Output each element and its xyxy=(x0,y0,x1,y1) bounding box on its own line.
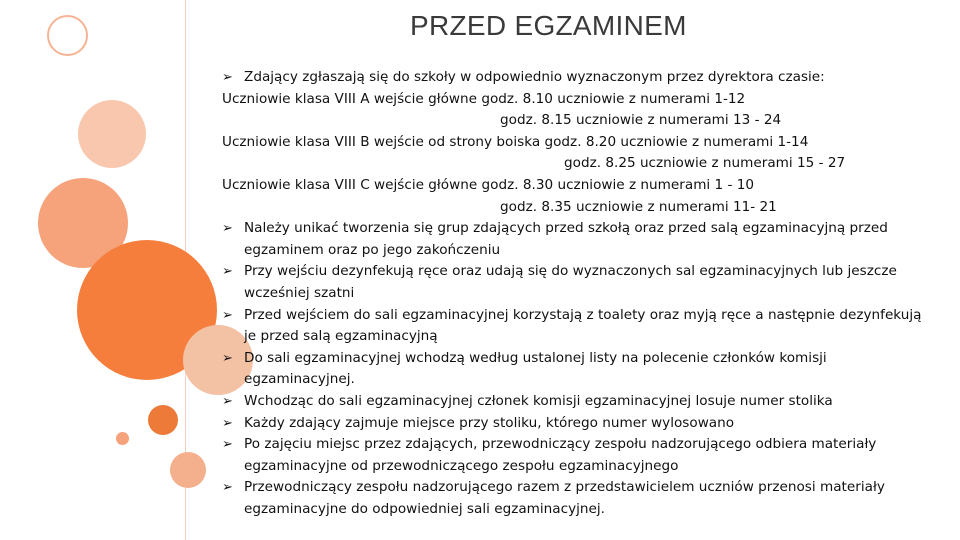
bullet-text: Zdający zgłaszają się do szkoły w odpowiednio wyznaczonym przez dyrektora czasie: xyxy=(244,69,825,85)
bullet-continuation: egzaminem oraz po jego zakończeniu xyxy=(244,241,501,258)
schedule-line: godz. 8.25 uczniowie z numerami 15 - 27 xyxy=(564,155,846,172)
bullet-arrow-icon: ➢ xyxy=(222,415,233,431)
bullet-item xyxy=(222,413,960,435)
decorative-circle xyxy=(170,452,206,488)
bullet-item xyxy=(222,305,960,327)
bullet-arrow-icon: ➢ xyxy=(222,350,233,366)
schedule-line: godz. 8.15 uczniowie z numerami 13 - 24 xyxy=(500,112,782,129)
bullet-text: Po zajęciu miejsc przez zdających, przewodniczący zespołu nadzorującego odbiera materiały xyxy=(244,436,877,453)
bullet-item xyxy=(222,218,960,240)
bullet-arrow-icon: ➢ xyxy=(222,264,233,280)
bullet-arrow-icon: ➢ xyxy=(222,393,233,409)
bullet-continuation: egzaminacyjnej. xyxy=(244,371,355,388)
bullet-text: Należy unikać tworzenia się grup zdających przed szkołą oraz przed salą egzaminacyjną przed xyxy=(244,220,888,237)
bullet-item xyxy=(222,391,960,413)
decorative-circle xyxy=(116,432,129,445)
bullet-continuation: wcześniej szatni xyxy=(244,284,355,301)
bullet-text: Przewodniczący zespołu nadzorującego razem z przedstawicielem uczniów przenosi materiały xyxy=(244,479,885,496)
bullet-continuation: egzaminacyjne od przewodniczącego zespołu egzaminacyjnego xyxy=(244,457,679,474)
bullet-text: Do sali egzaminacyjnej wchodzą według ustalonej listy na polecenie członków komisji xyxy=(244,349,827,366)
bullet-arrow-icon: ➢ xyxy=(222,480,233,496)
bullet-text: Przy wejściu dezynfekują ręce oraz udają się do wyznaczonych sal egzaminacyjnych lub jeszcze xyxy=(244,263,897,280)
bullet-continuation: egzaminacyjne do odpowiedniej sali egzaminacyjnej. xyxy=(244,500,605,517)
bullet-continuation: je przed salą egzaminacyjną xyxy=(244,328,438,345)
schedule-line: Uczniowie klasa VIII C wejście główne godz. 8.30 uczniowie z numerami 1 - 10 xyxy=(222,176,755,193)
decorative-circle xyxy=(47,15,88,56)
bullet-arrow-icon: ➢ xyxy=(222,221,233,237)
decorative-circle xyxy=(148,405,178,435)
bullet-arrow-icon: ➢ xyxy=(222,307,233,323)
bullet-text: Przed wejściem do sali egzaminacyjnej korzystają z toalety oraz myją ręce a następnie dezynfekują xyxy=(244,306,922,323)
bullet-arrow-icon: ➢ xyxy=(222,437,233,453)
schedule-line: Uczniowie klasa VIII B wejście od strony boiska godz. 8.20 uczniowie z numerami 1-14 xyxy=(222,133,809,150)
bullet-text: Wchodząc do sali egzaminacyjnej członek komisji egzaminacyjnej losuje numer stolika xyxy=(244,392,833,409)
slide-content xyxy=(222,67,960,520)
bullet-text: Każdy zdający zajmuje miejsce przy stoliku, którego numer wylosowano xyxy=(244,414,735,431)
schedule-line: godz. 8.35 uczniowie z numerami 11- 21 xyxy=(500,198,777,215)
slide-title: PRZED EGZAMINEM xyxy=(410,10,687,41)
decorative-circle xyxy=(78,100,146,168)
bullet-item xyxy=(222,477,960,499)
bullet-item xyxy=(222,261,960,283)
bullet-item xyxy=(222,67,960,89)
bullet-item xyxy=(222,348,960,370)
bullet-arrow-icon: ➢ xyxy=(222,70,233,85)
bullet-item xyxy=(222,434,960,456)
schedule-line: Uczniowie klasa VIII A wejście główne godz. 8.10 uczniowie z numerami 1-12 xyxy=(222,90,746,107)
